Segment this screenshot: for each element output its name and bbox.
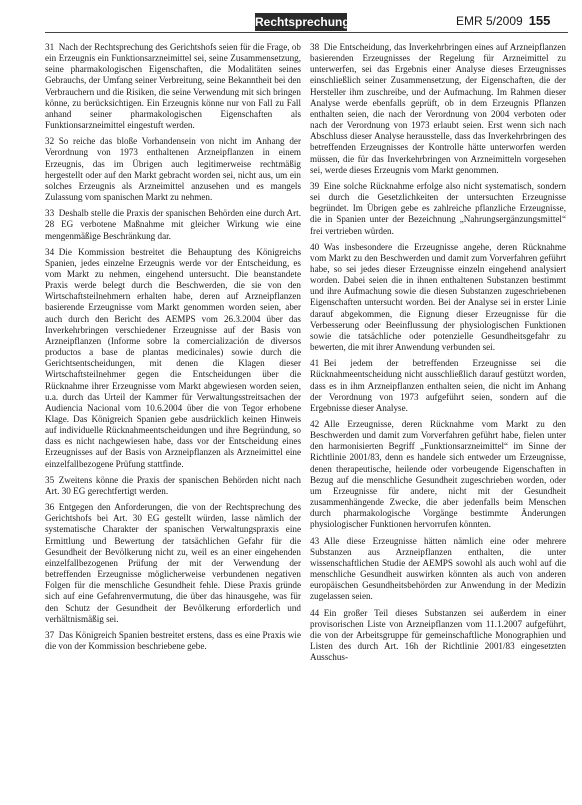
paragraph: [310, 242, 566, 354]
header-rule: [45, 32, 568, 33]
paragraph-text: Die Entscheidung, das Inverkehrbringen eines auf Arzneipflanzen basierenden Erzeugnisses der Regelung für Arzneimittel zu unterwerfen, sei das Ergebnis einer Analyse dieses Erzeugnisses einschließlich seiner Zusammensetzung, der Eigenschaften, die der Hersteller ihm zuschreibe, und der Aufmachung. Im Rahmen dieser Analyse werde ebenfalls geprüft, ob in dem Erzeugnis Pflanzen enthalten seien, die nach der Verordnung von 2004 verboten oder nach der Verordnung von 1973 erlaubt seien. Erst wenn sich nach Abschluss dieser Analyse herausstelle, dass das Inverkehrbringen des betreffenden Erzeugnisses der Kontrolle hätte unterworfen werden müssen, die für das Inverkehrbringen von Arzneimitteln vorgesehen sei, werde dieses Erzeugnis vom Markt genommen.: [310, 42, 566, 175]
paragraph: [310, 42, 566, 176]
paragraph-text: Entgegen den Anforderungen, die von der Rechtsprechung des Gerichtshofs bei Art. 30 EG gestellt würden, lasse nämlich der systematische Charakter der spanischen Verwaltungspraxis eine Ermittlung und Bewertung der tatsächlichen Gefahr für die Gesundheit der Bevölkerung nicht zu, weil es an einer eingehenden einzelfallbezogenen Prüfung der mit der Verwendung der betreffenden Erzeugnisse möglicherweise verbundenen negativen Folgen für die menschliche Gesundheit fehle. Diese Praxis gründe sich auf eine Gefahrenvermutung, die über das hinausgehe, was für den Schutz der Gesundheit der Bevölkerung erforderlich und verhältnismäßig sei.: [45, 502, 301, 624]
paragraph: [45, 42, 301, 131]
paragraph-number: 37: [45, 629, 55, 640]
paragraph-number: 33: [45, 208, 55, 219]
journal-issue: EMR 5/2009: [456, 14, 523, 28]
left-column: [45, 42, 301, 657]
paragraph: [310, 608, 566, 664]
paragraph-number: 36: [45, 502, 55, 513]
paragraph-number: 41: [310, 358, 320, 369]
page-header: [0, 0, 582, 40]
paragraph-number: 43: [310, 535, 320, 546]
paragraph: [310, 536, 566, 603]
right-column: [310, 42, 566, 668]
paragraph-number: 32: [45, 136, 55, 147]
paragraph: [45, 136, 301, 203]
paragraph-number: 35: [45, 474, 55, 485]
paragraph: [45, 630, 301, 652]
paragraph-text: Ein großer Teil dieses Substanzen sei außerdem in einer provisorischen Liste von Arzneipflanzen vom 11.1.2007 aufgeführt, die von der Arbeitsgruppe für gemeinschaftliche Monographien und Listen des durch Art. 16h der Richtlinie 2001/83 eingesetzten Ausschus-: [310, 607, 566, 663]
paragraph: [45, 208, 301, 241]
section-label: Rechtsprechung: [255, 15, 350, 29]
paragraph-text: Deshalb stelle die Praxis der spanischen Behörden eine durch Art. 28 EG verbotene Maßnahme mit gleicher Wirkung wie eine mengenmäßige Beschränkung dar.: [45, 208, 301, 241]
paragraph-text: Bei jedem der betreffenden Erzeugnisse sei die Rücknahmeentscheidung nicht ausschließlich darauf gestützt worden, dass es in ihm Arzneipflanzen enthalten seien, die nicht im Anhang der Verordnung von 1973 aufgeführt seien, sondern auf die Ergebnisse dieser Analyse.: [310, 358, 566, 413]
paragraph-number: 40: [310, 241, 320, 252]
paragraph-text: Nach der Rechtsprechung des Gerichtshofs seien für die Frage, ob ein Erzeugnis ein Funktionsarzneimittel sei, seine Zusammensetzung, seine pharmakologischen Eigenschaften, die Modalitäten seines Gebrauchs, der Umfang seiner Verbreitung, seine Bekanntheit bei den Verbrauchern und die Risiken, die seine Verwendung mit sich bringen könne, zu berücksichtigen. Ein Erzeugnis könne nur von Fall zu Fall anhand seiner pharmakologischen Eigenschaften als Funktionsarzneimittel eingestuft werden.: [45, 42, 301, 131]
paragraph-number: 44: [310, 607, 320, 618]
paragraph-number: 39: [310, 180, 320, 191]
paragraph-number: 34: [45, 246, 55, 257]
paragraph-number: 38: [310, 42, 320, 52]
paragraph-text: Was insbesondere die Erzeugnisse angehe, deren Rücknahme vom Markt zu den Beschwerden und damit zum Vorverfahren geführt habe, so sei jedes dieser Erzeugnisse einzeln eingehend analysiert worden. Dabei seien die in ihnen enthaltenen Substanzen bestimmt und ihre Aufmachung sowie die diesen Substanzen zugeschriebenen Eigenschaften untersucht worden. Bei der Analyse sei in erster Linie darauf abgekommen, die Eignung dieser Erzeugnisse für die Verbesserung oder Beeinflussung der physiologischen Funktionen sowie die tatsächliche oder potenzielle Gesundheitsgefahr zu bewerten, die mit ihrer Anwendung verbunden sei.: [310, 241, 566, 353]
paragraph: [310, 358, 566, 414]
paragraph-number: 31: [45, 42, 55, 52]
page-number: 155: [528, 13, 551, 28]
paragraph-text: Eine solche Rücknahme erfolge also nicht systematisch, sondern sei durch die Gesetzlichkeiten der untersuchten Erzeugnisse begründet. Im Übrigen gebe es zahlreiche pflanzliche Erzeugnisse, die in Spanien unter der Bezeichnung „Nahrungsergänzungsmittel“ frei vertrieben würden.: [310, 180, 566, 236]
paragraph-text: Zweitens könne die Praxis der spanischen Behörden nicht nach Art. 30 EG gerechtfertigt werden.: [45, 474, 301, 496]
paragraph-text: Alle diese Erzeugnisse hätten nämlich eine oder mehrere Substanzen aus Arzneipflanzen enthalten, die unter wissenschaftlichen Studie der AEMPS sowohl als auch wohl auf die menschliche Gesundheit auswirken könnten als auch von anderen europäischen Gesundheitsbehörden zur Anwendung in der Medizin zugelassen seien.: [310, 535, 566, 602]
paragraph: [45, 502, 301, 625]
paragraph-text: So reiche das bloße Vorhandensein von nicht im Anhang der Verordnung von 1973 enthaltenen Arzneipflanzen in einem Erzeugnis, das im Übrigen auch legitimerweise rechtmäßig hergestellt oder auf den Markt gebracht worden sei, nicht aus, um ein solches Erzeugnis als Arzneimittel anzusehen und es mangels Zulassung vom spanischen Markt zu nehmen.: [45, 136, 301, 203]
journal-reference: [456, 13, 550, 28]
paragraph: [45, 475, 301, 497]
paragraph-text: Alle Erzeugnisse, deren Rücknahme vom Markt zu den Beschwerden und damit zum Vorverfahren geführt habe, fielen unter den harmonisierten Begriff „Funktionsarzneimittel“ im Sinne der Richtlinie 2001/83, denn es handele sich entweder um Erzeugnisse, denen therapeutische, heilende oder vorbeugende Eigenschaften in Bezug auf die menschliche Gesundheit zugeschrieben worden, oder um Erzeugnisse für andere, nicht mit der Gesundheit zusammenhängende Zwecke, die aber jedenfalls beim Menschen durch pharmakologische Vorgänge bestimmte Änderungen physiologischer Funktionen hervorrufen könnten.: [310, 419, 566, 530]
paragraph: [310, 419, 566, 531]
paragraph: [310, 181, 566, 237]
paragraph-text: Das Königreich Spanien bestreitet erstens, dass es eine Praxis wie die von der Kommission beschriebene gebe.: [45, 629, 301, 651]
paragraph-text: Die Kommission bestreitet die Behauptung des Königreichs Spanien, jedes einzelne Erzeugnis werde vor der Entscheidung, es vom Markt zu nehmen, eingehend untersucht. Die beanstandete Praxis werde belegt durch die Beschwerden, die sie von den Wirtschaftsteilnehmern erhalten habe, deren auf Arzneipflanzen basierende Erzeugnisse vom Markt genommen worden seien, aber auch durch den Bericht des AEMPS vom 26.3.2004 über das Inverkehrbringen verschiedener Erzeugnisse auf der Basis von Arzneipflanzen (Informe sobre la comercialización de diversos productos a base de plantas medicinales) sowie durch die Gerichtsentscheidungen, mit denen die Klagen dieser Wirtschaftsteilnehmer gegen die Entscheidungen über die Rücknahme ihrer Erzeugnisse vom Markt abgewiesen worden seien, u.a. durch das Urteil der Kammer für Verwaltungsstreitsachen der Audiencia Nacional vom 10.6.2004 über die von Tegor erhobene Klage. Das Königreich Spanien gebe ausdrücklich keinen Hinweis auf individuelle Rücknahmeentscheidungen und ihre Begründung, so dass es nicht nachgewiesen habe, dass vor der Entscheidung eines Erzeugnisses auf der Basis von Arzneipflanzen als Arzneimittel eine einzelfallbezogene Prüfung stattfinde.: [45, 246, 301, 469]
paragraph-number: 42: [310, 419, 320, 429]
paragraph: [45, 247, 301, 470]
